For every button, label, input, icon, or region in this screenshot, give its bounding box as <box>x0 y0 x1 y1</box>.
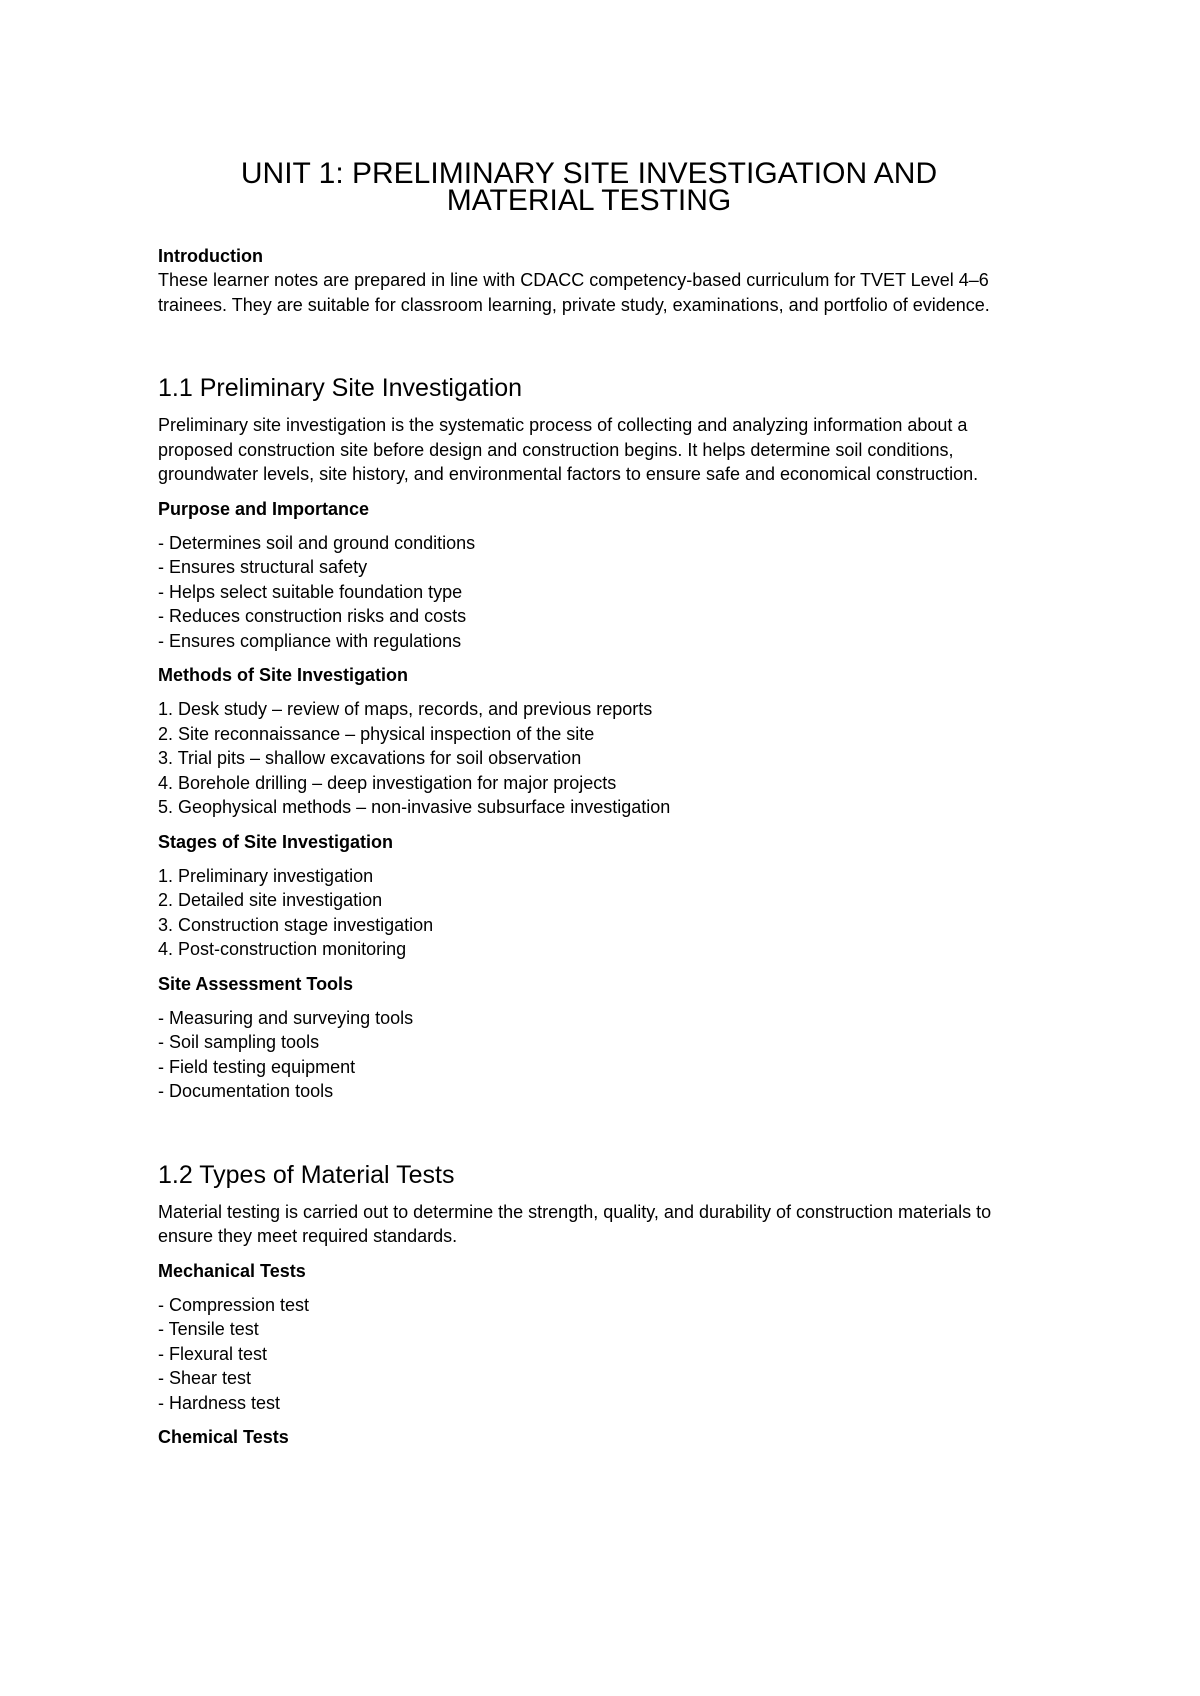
section-1-2-heading: 1.2 Types of Material Tests <box>158 1160 455 1189</box>
list-item: - Measuring and surveying tools <box>158 1007 414 1028</box>
list-item: - Reduces construction risks and costs <box>158 606 467 626</box>
section-1-1-paragraph: Preliminary site investigation is the systematic process of collecting and analyzing information about a proposed construction site before design and construction begins. It helps determine soil conditions, groundwater levels, site history, and environmental factors to ensure safe and economical construction. <box>158 415 979 484</box>
list-item: - Ensures structural safety <box>158 557 368 577</box>
stages-list <box>158 864 1020 962</box>
list-item: - Field testing equipment <box>158 1056 356 1077</box>
mechanical-tests-heading: Mechanical Tests <box>158 1260 306 1281</box>
list-item: 2. Site reconnaissance – physical inspection of the site <box>158 723 595 744</box>
list-item: 2. Detailed site investigation <box>158 890 383 910</box>
list-item: 3. Trial pits – shallow excavations for soil observation <box>158 748 582 768</box>
list-item: - Tensile test <box>158 1319 259 1339</box>
intro-heading: Introduction <box>158 246 263 266</box>
list-item: 1. Desk study – review of maps, records, and previous reports <box>158 699 653 719</box>
section-1-2-paragraph: Material testing is carried out to determine the strength, quality, and durability of construction materials to ensure they meet required standards. <box>158 1201 992 1246</box>
mechanical-tests-list <box>158 1293 1020 1416</box>
title-line-1: UNIT 1: PRELIMINARY SITE INVESTIGATION AND <box>240 157 938 190</box>
list-item: - Determines soil and ground conditions <box>158 532 476 553</box>
purpose-list <box>158 531 1020 654</box>
list-item: 4. Borehole drilling – deep investigation for major projects <box>158 772 617 793</box>
intro-paragraph: These learner notes are prepared in line with CDACC competency-based curriculum for TVET Level 4–6 trainees. They are suitable for classroom learning, private study, examinations, and portfolio of evidence. <box>158 270 990 315</box>
purpose-heading: Purpose and Importance <box>158 498 370 519</box>
list-item: - Flexural test <box>158 1343 268 1364</box>
tools-list <box>158 1006 1020 1104</box>
title-line-2: MATERIAL TESTING <box>446 184 732 217</box>
tools-heading: Site Assessment Tools <box>158 973 354 994</box>
list-item: - Documentation tools <box>158 1081 334 1101</box>
list-item: 3. Construction stage investigation <box>158 914 434 935</box>
list-item: 1. Preliminary investigation <box>158 865 374 886</box>
stages-heading: Stages of Site Investigation <box>158 831 394 852</box>
list-item: - Soil sampling tools <box>158 1032 320 1052</box>
list-item: - Compression test <box>158 1294 310 1315</box>
methods-list <box>158 697 1020 820</box>
list-item: - Hardness test <box>158 1392 281 1413</box>
document-title <box>158 157 1020 217</box>
chemical-tests-heading: Chemical Tests <box>158 1427 289 1447</box>
list-item: 5. Geophysical methods – non-invasive subsurface investigation <box>158 797 671 817</box>
list-item: 4. Post-construction monitoring <box>158 939 407 959</box>
section-1-1-heading: 1.1 Preliminary Site Investigation <box>158 374 523 402</box>
list-item: - Shear test <box>158 1368 252 1388</box>
methods-heading: Methods of Site Investigation <box>158 665 409 685</box>
list-item: - Helps select suitable foundation type <box>158 581 463 602</box>
list-item: - Ensures compliance with regulations <box>158 630 462 651</box>
